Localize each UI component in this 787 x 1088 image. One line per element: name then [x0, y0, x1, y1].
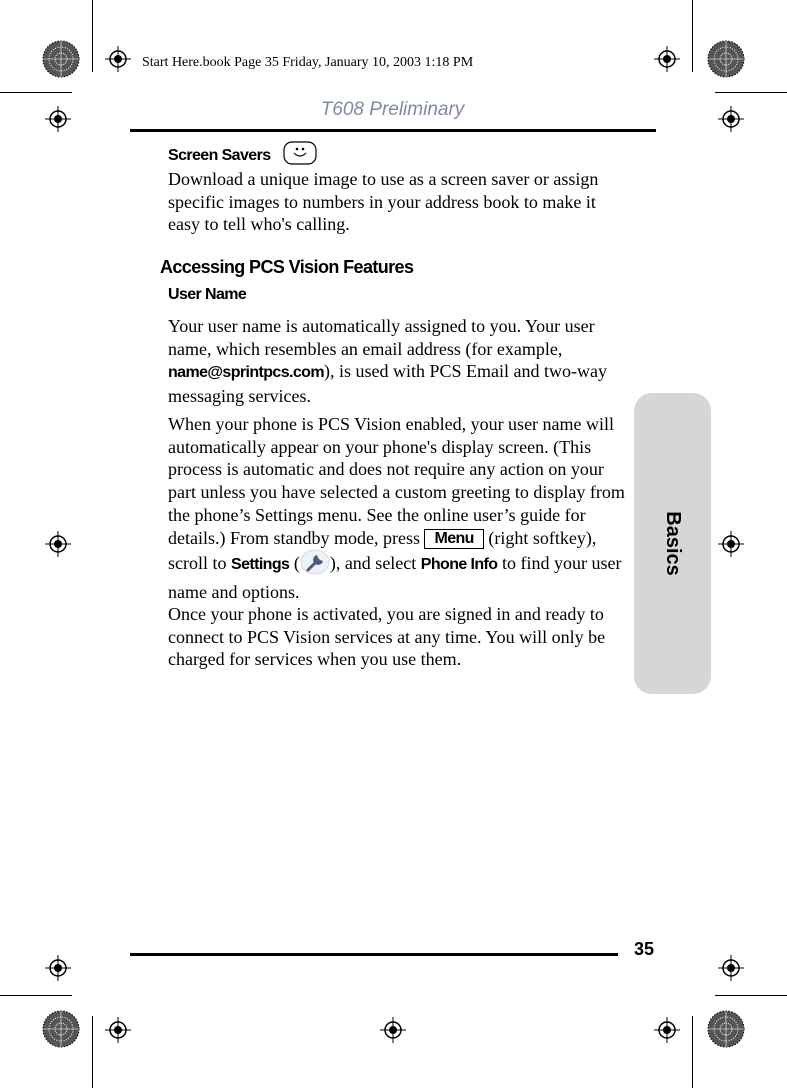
crop-mark — [92, 0, 93, 72]
registration-crosshair-icon — [45, 531, 71, 557]
registration-crosshair-icon — [718, 106, 744, 132]
print-header: Start Here.book Page 35 Friday, January 10, 2003 1:18 PM — [142, 55, 474, 70]
text-run: When your phone is PCS Vision enabled, your user name will automatically appear on your phone's display screen. (This process is automatic and does not require any action on your part unless you have selected a custom greeting to display from the phone’s Settings menu. See the online user’s guide for details.) From standby mode, press — [168, 414, 625, 548]
registration-crosshair-icon — [718, 955, 744, 981]
wrench-icon — [300, 549, 330, 581]
text-run: to find your user name and options. — [168, 553, 622, 602]
crop-mark — [0, 92, 72, 93]
registration-crosshair-icon — [380, 1017, 406, 1043]
user-name-subheading: User Name — [168, 286, 247, 303]
crop-mark — [692, 0, 693, 72]
menu-key: Menu — [424, 529, 483, 549]
activation-paragraph: Once your phone is activated, you are signed in and ready to connect to PCS Vision services at any time. You will only be charged for services when you use them. — [168, 604, 606, 670]
crop-mark — [92, 1016, 93, 1088]
crop-mark — [715, 995, 787, 996]
registration-crosshair-icon — [45, 955, 71, 981]
registration-crosshair-icon — [45, 106, 71, 132]
settings-label: Settings — [231, 556, 290, 574]
registration-crosshair-icon — [718, 531, 744, 557]
text-run: ), and select — [329, 553, 421, 574]
screen-savers-block — [168, 144, 628, 236]
screen-savers-text: Download a unique image to use as a screen saver or assign specific images to numbers in your address book to make it easy to tell who's calling. — [168, 169, 599, 235]
section-heading: Accessing PCS Vision Features — [160, 257, 414, 277]
crop-mark — [692, 1016, 693, 1088]
page-number: 35 — [634, 939, 655, 959]
registration-crosshair-icon — [105, 1017, 131, 1043]
starburst-target-icon — [707, 1010, 745, 1048]
crop-mark — [715, 92, 787, 93]
registration-crosshair-icon — [654, 46, 680, 72]
phone-info-label: Phone Info — [420, 556, 498, 574]
starburst-target-icon — [42, 1010, 80, 1048]
registration-crosshair-icon — [105, 46, 131, 72]
running-header: T608 Preliminary — [320, 99, 465, 120]
starburst-target-icon — [707, 40, 745, 78]
side-tab-label: Basics — [662, 511, 684, 576]
footer-rule — [130, 953, 618, 956]
crop-mark — [0, 995, 72, 996]
vision-paragraph — [168, 413, 628, 604]
user-name-paragraph — [168, 315, 628, 408]
screen-savers-heading: Screen Savers — [168, 146, 271, 164]
registration-crosshair-icon — [654, 1017, 680, 1043]
starburst-target-icon — [42, 40, 80, 78]
text-run: ), is used with PCS Email and two-way messaging services. — [168, 361, 607, 407]
side-tab — [634, 393, 711, 694]
text-run: (right softkey), scroll to — [168, 527, 597, 574]
text-run: Your user name is automatically assigned to you. Your user name, which resembles an email address (for example, — [168, 316, 595, 359]
text-run: ( — [289, 553, 300, 574]
smiley-face-icon — [283, 141, 317, 171]
email-example: name@sprintpcs.com — [168, 364, 324, 382]
header-rule — [130, 129, 656, 132]
